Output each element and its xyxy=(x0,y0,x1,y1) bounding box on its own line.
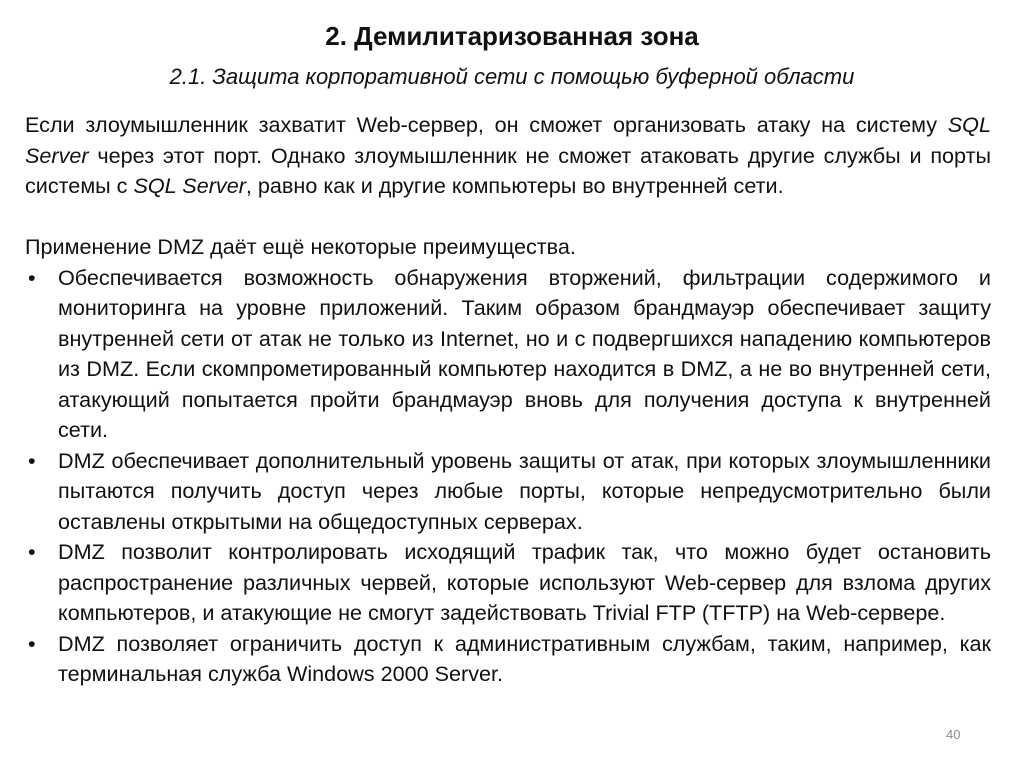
list-item xyxy=(25,629,991,690)
advantages-intro: Применение DMZ даёт ещё некоторые преимущества. xyxy=(25,234,576,259)
list-item-text: DMZ позволит контролировать исходящий трафик так, что можно будет остановить распространение различных червей, которые используют Web-сервер для взлома других компьютеров, и атакующие не смогут задействовать Trivial FTP (TFTP) на Web-сервере. xyxy=(58,539,991,625)
intro-sql-server-1: SQL Server xyxy=(25,112,991,168)
slide-content xyxy=(25,110,991,690)
list-item-text: DMZ обеспечивает дополнительный уровень защиты от атак, при которых злоумышленники пытаются получить доступ через любые порты, которые непредусмотрительно были оставлены открытыми на общедоступных серверах. xyxy=(58,447,991,534)
intro-text-3: , равно как и другие компьютеры во внутренней сети. xyxy=(245,173,784,198)
intro-paragraph xyxy=(25,110,991,202)
paragraph-spacer xyxy=(25,202,991,233)
list-item xyxy=(25,537,991,629)
list-item-text: DMZ позволяет ограничить доступ к административным службам, таким, например, как терминальная служба Windows 2000 Server. xyxy=(58,630,991,686)
bullet-icon: • xyxy=(28,539,36,564)
list-item-text: Обеспечивается возможность обнаружения вторжений, фильтрации содержимого и мониторинга на уровне приложений. Таким образом брандмауэр обеспечивает защиту внутренней сети от атак не только из Internet, но и с подвергшихся нападению компьютеров из DMZ. Если скомпрометированный компьютер находится в DMZ, а не во внутренней сети, атакующий попытается пройти брандмауэр вновь для получения доступа к внутренней сети. xyxy=(58,264,991,442)
slide-subtitle: 2.1. Защита корпоративной сети с помощью буферной области xyxy=(169,64,855,89)
list-item xyxy=(25,446,991,538)
intro-text-2: через этот порт. Однако злоумышленник не сможет атаковать другие службы и порты системы с xyxy=(25,142,991,198)
bullet-icon: • xyxy=(28,264,36,290)
bullet-icon: • xyxy=(28,447,36,473)
intro-sql-server-2: SQL Server xyxy=(133,173,246,198)
advantages-list xyxy=(25,263,991,690)
list-item xyxy=(25,263,991,446)
intro-text-1: Если злоумышленник захватит Web-сервер, он сможет организовать атаку на систему xyxy=(25,112,948,137)
slide-title: 2. Демилитаризованная зона xyxy=(325,21,699,51)
bullet-icon: • xyxy=(28,630,36,656)
page-number: 40 xyxy=(946,727,961,742)
